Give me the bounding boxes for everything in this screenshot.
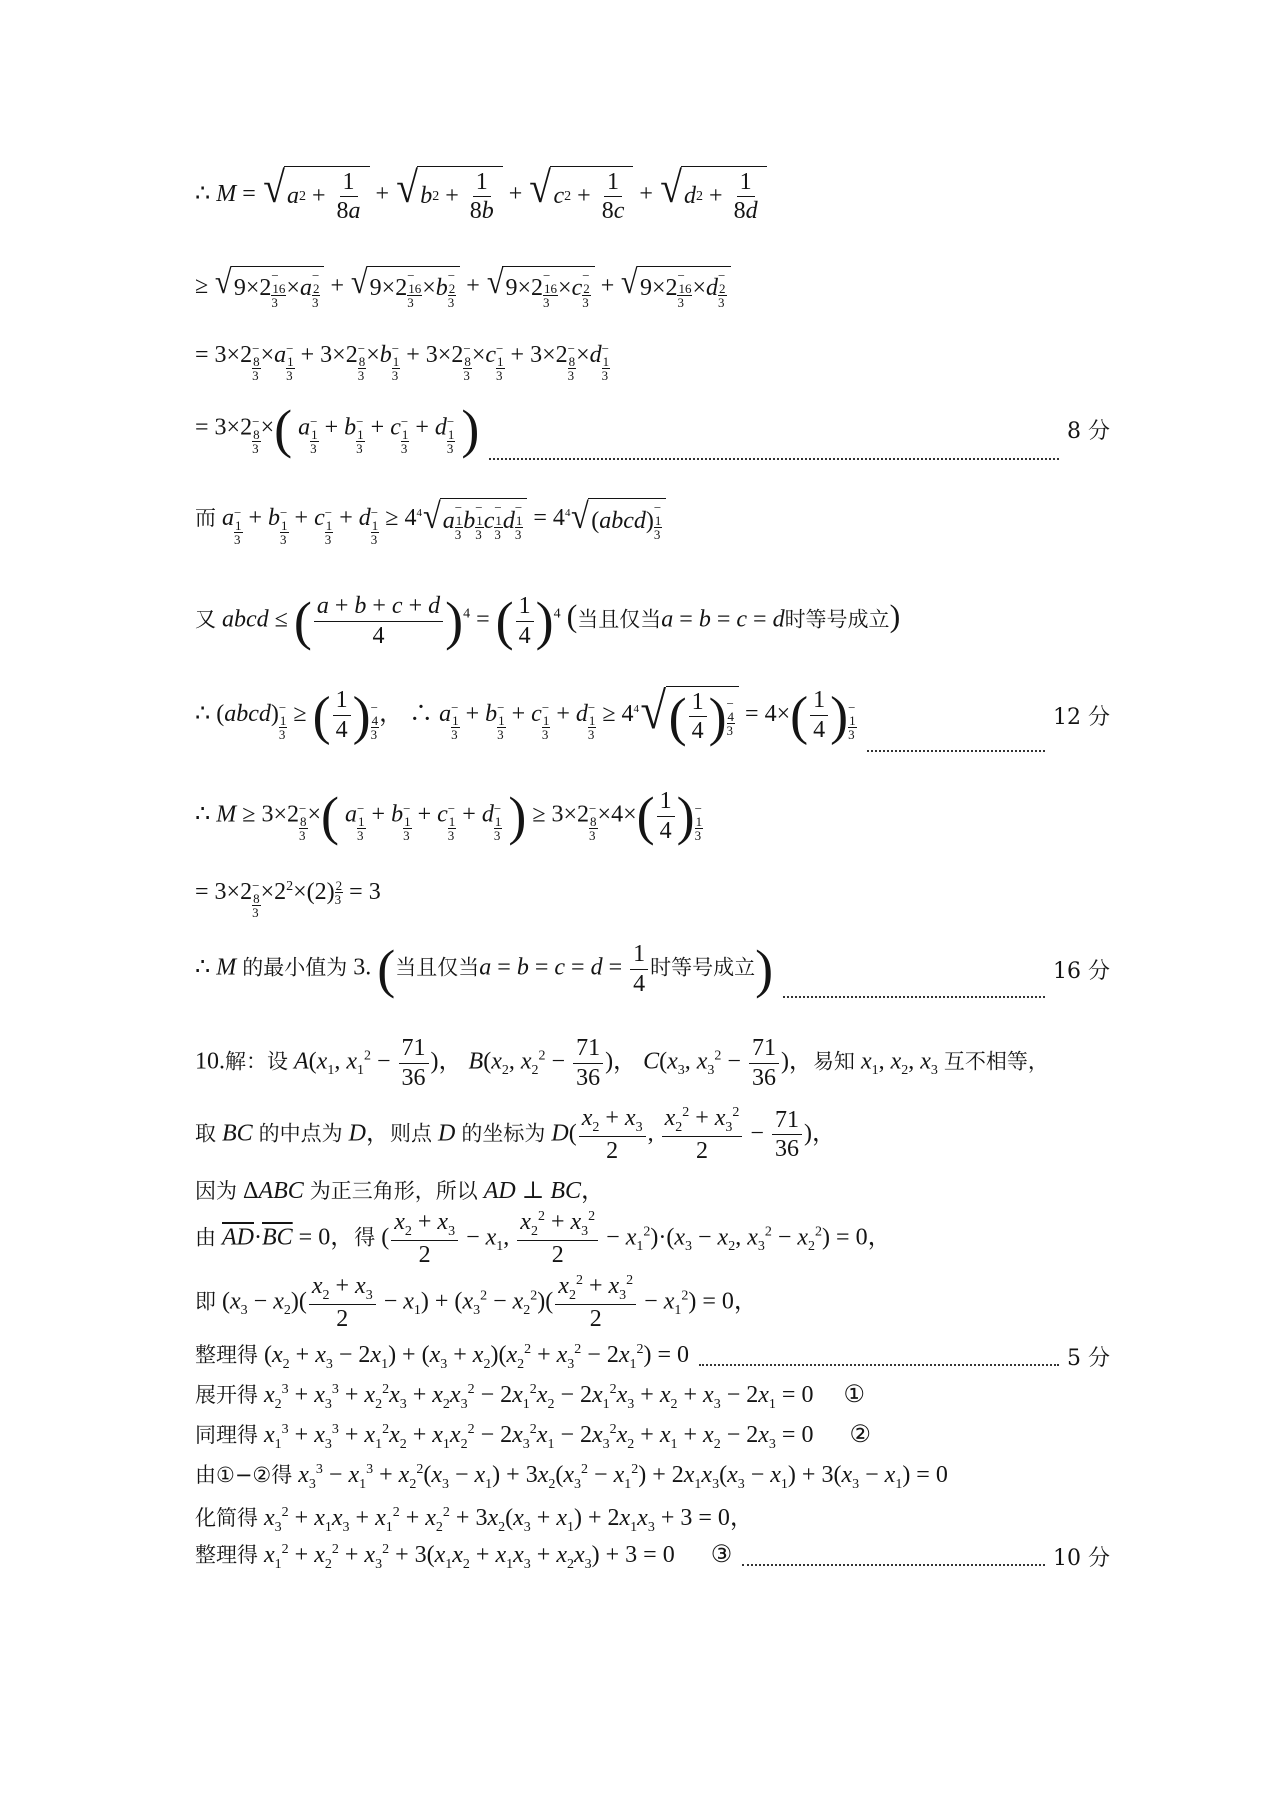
equation-line-15 bbox=[195, 1272, 1110, 1334]
equation-line-7 bbox=[195, 672, 1110, 758]
equation-18: 同理得 $x_1^3 + x_3^3 + x_1^2x_2 + x_1x_2^2 - 2x_3^2x_1 - 2x_3^2x_2 + x_1 + x_2 - 2x_3 = 0$ ② bbox=[195, 1422, 871, 1452]
equation-15: 即 $(x_3 - x_2)$( $\frac{x_2 + x_3}{2}$ − $x_1) + (x_3^2 - x_2^2)$( $\frac{x_2^2 + x_3^2}{2}$ − $x_1^2) = 0$， bbox=[195, 1273, 758, 1333]
equation-21: 整理得 $x_1^2 + x_2^2 + x_3^2 + 3(x_1x_2 + x_1x_3 + x_2x_3) + 3 = 0$ ③ bbox=[195, 1542, 733, 1572]
equation-line-20 bbox=[195, 1500, 1110, 1535]
equation-9: = 3×2− 8 3 $\times 2^2\times(2)$ $\frac{2}{3}$ = 3 bbox=[195, 878, 381, 920]
equation-line-5 bbox=[195, 492, 1110, 552]
equation-7: ∴ (abcd)− 1 3 ≥ ( $\frac{1}{4}$ )− 4 3 ， ∴ a− 1 3 + b− 1 3 + c− 1 3 + d− 1 3 ≥ $4^4$ √ ( $\frac{1}{4}$ ) − 4 3 = 4×( $\frac{1}{4}$ )− 1 3 bbox=[195, 682, 856, 747]
equation-1: ∴ M = √ a 2 + $\frac{1}{8a}$ + √ b 2 + $\frac{1}{8b}$ + √ c 2 + $\frac{1}{8c}$ + √ d 2 + $\frac{1}{8d}$ bbox=[195, 166, 767, 225]
equation-line-6 bbox=[195, 585, 1110, 657]
equation-line-21 bbox=[195, 1540, 1110, 1572]
dotted-leader bbox=[699, 1364, 1059, 1366]
equation-line-12 bbox=[195, 1104, 1110, 1166]
equation-17: 展开得 $x_2^3 + x_3^3 + x_2^2x_3 + x_2x_3^2 - 2x_1^2x_2 - 2x_1^2x_3 + x_2 + x_3 - 2x_1 = 0$ ① bbox=[195, 1382, 865, 1412]
equation-line-11 bbox=[195, 1032, 1110, 1094]
dotted-leader bbox=[489, 458, 1059, 460]
dotted-leader bbox=[783, 996, 1045, 998]
equation-line-9 bbox=[195, 874, 1110, 924]
equation-5: 而 a− 1 3 + b− 1 3 + c− 1 3 + d− 1 3 ≥ $4^4$ √ a − 1 3 b − 1 3 c − 1 3 d − 1 3 = $4^4$ √ ( abcd ) − 1 3 bbox=[195, 498, 666, 545]
equation-line-19 bbox=[195, 1460, 1110, 1492]
equation-13: 因为 ΔABC 为正三角形，所以 AD ⊥ BC， bbox=[195, 1177, 606, 1204]
equation-10: ∴ M 的最小值为 3. (当且仅当a = b = c = d = $\frac{1}{4}$ 时等号成立) bbox=[195, 939, 774, 999]
equation-line-2 bbox=[195, 262, 1110, 312]
equation-line-8 bbox=[195, 776, 1110, 856]
score-10: 10 分 bbox=[1053, 1545, 1110, 1571]
equation-line-1 bbox=[195, 160, 1110, 230]
equation-line-13 bbox=[195, 1170, 1110, 1204]
equation-20: 化简得 $x_3^2 + x_1x_3 + x_1^2 + x_2^2 + 3x_2(x_3 + x_1) + 2x_1x_3 + 3 = 0$， bbox=[195, 1504, 754, 1535]
equation-line-14 bbox=[195, 1208, 1110, 1270]
equation-19: 由①−②得 $x_3^3 - x_1^3 + x_2^2(x_3 - x_1) + 3x_2(x_3^2 - x_1^2) + 2x_1x_3(x_3 - x_1) + 3(x_3 - x_1) = 0$ bbox=[195, 1462, 948, 1492]
score-16: 16 分 bbox=[1053, 958, 1110, 984]
dotted-leader bbox=[867, 750, 1045, 752]
score-5: 5 分 bbox=[1067, 1345, 1110, 1371]
equation-line-17 bbox=[195, 1380, 1110, 1412]
equation-4: = 3×2− 8 3 ×( a− 1 3 + b− 1 3 + c− 1 3 + d− 1 3 ) bbox=[195, 399, 480, 459]
equation-line-3 bbox=[195, 340, 1110, 384]
dotted-leader bbox=[742, 1564, 1045, 1566]
equation-3: = 3×2− 8 3 ×a− 1 3 + 3×2− 8 3 ×b− 1 3 + 3×2− 8 3 ×c− 1 3 + 3×2− 8 3 ×d− 1 3 bbox=[195, 341, 610, 383]
score-8: 8 分 bbox=[1067, 418, 1110, 444]
equation-line-18 bbox=[195, 1420, 1110, 1452]
equation-14: 由 $\overline{AD}\cdot\overline{BC} = 0$，得 ( $\frac{x_2 + x_3}{2}$ − $x_1$, $\frac{x_2^2 + x_3^2}{2}$ − $x_1^2)\cdot(x_3 - x_2$, $x_3^2 - x_2^2) = 0$， bbox=[195, 1209, 892, 1269]
equation-line-16 bbox=[195, 1340, 1110, 1372]
equation-2: ≥ √ 9×2 − 16 3 × a − 2 3 + √ 9×2 − 16 3 × b − 2 3 + √ 9×2 − 16 3 × c − 2 3 + √ 9×2 − 16 3 × d − 2 3 bbox=[195, 266, 731, 309]
equation-line-10 bbox=[195, 934, 1110, 1004]
score-12: 12 分 bbox=[1053, 704, 1110, 730]
equation-16: 整理得 $(x_2 + x_3 - 2x_1) + (x_3 + x_2)(x_2^2 + x_3^2 - 2x_1^2) = 0$ bbox=[195, 1342, 690, 1372]
equation-line-4 bbox=[195, 392, 1110, 466]
equation-8: ∴ M ≥ 3×2− 8 3 ×( a− 1 3 + b− 1 3 + c− 1 3 + d− 1 3 ) ≥ 3×2− 8 3 ×4×( $\frac{1}{4}$ )− 1 3 bbox=[195, 786, 703, 846]
equation-11: 10.解：设 $A(x_1$, $x_1^2$ − $\frac{71}{36}$ )， $B(x_2$, $x_2^2$ − $\frac{71}{36}$ )， $C(x_3$, $x_3^2$ − $\frac{71}{36}$ )，易知 $x_1$, $x_2$, $x_3$ 互不相等， bbox=[195, 1035, 1049, 1091]
equation-6: 又 abcd ≤ ( $\frac{a + b + c + d}{4}$ )$^4$ = ( $\frac{1}{4}$ )$^4$ (当且仅当a = b = c = d时等号成立) bbox=[195, 591, 901, 651]
equation-12: 取 BC 的中点为 D，则点 D 的坐标为 D( $\frac{x_2 + x_3}{2}$ , $\frac{x_2^2 + x_3^2}{2}$ − $\frac{71}{36}$ )， bbox=[195, 1105, 836, 1165]
